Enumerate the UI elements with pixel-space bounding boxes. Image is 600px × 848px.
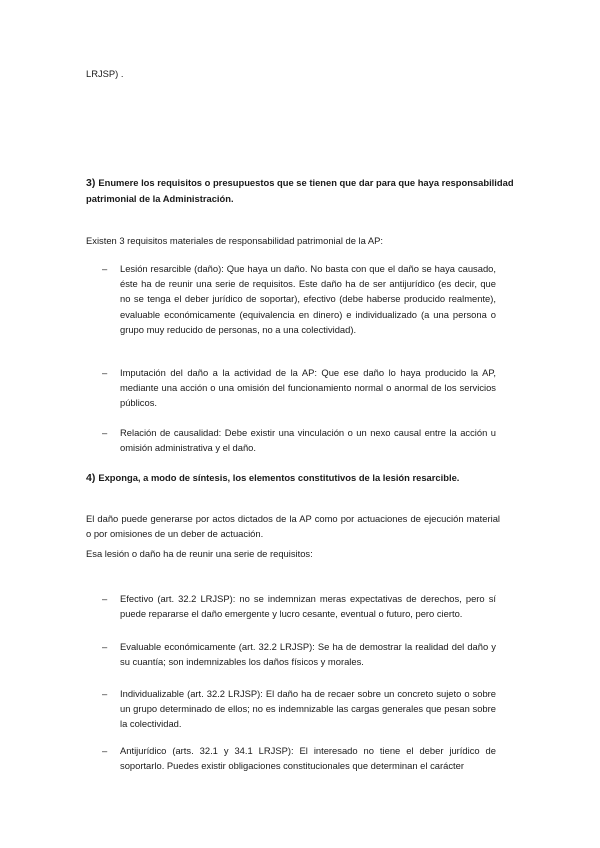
question-3-number: 3) xyxy=(86,177,96,189)
question-4-number: 4) xyxy=(86,472,96,484)
question-3-text: Enumere los requisitos o presupuestos que se tienen que dar para que haya responsabilidad patrimonial de la Administración. xyxy=(86,177,514,205)
question-3-heading xyxy=(86,175,516,206)
dash-bullet: – xyxy=(102,593,108,604)
dash-bullet: – xyxy=(102,263,108,274)
dash-bullet: – xyxy=(102,641,108,652)
dash-bullet: – xyxy=(102,427,108,438)
question-4-paragraph-1: El daño puede generarse por actos dictados de la AP como por actuaciones de ejecución material o por omisiones de un deber de actuación. xyxy=(86,513,500,540)
list-item xyxy=(103,261,496,337)
list-item-text: Lesión resarcible (daño): Que haya un daño. No basta con que el daño se haya causado, éste ha de reunir una serie de requisitos. Este daño ha de ser antijurídico (es decir, que no se tenga el deber jurídico de soportar), efectivo (debe haberse producido realmente), evaluable económicamente (equivalencia en dinero) e individualizado (a una persona o grupo muy reducido de personas, no a una colectividad). xyxy=(120,263,496,335)
list-item-text: Efectivo (art. 32.2 LRJSP): no se indemnizan meras expectativas de derechos, pero sí puede repararse el daño emergente y lucro cesante, eventual o futuro, pero cierto. xyxy=(120,593,496,620)
list-item-text: Relación de causalidad: Debe existir una vinculación o un nexo causal entre la acción u omisión administrativa y el daño. xyxy=(120,427,496,454)
question-3-intro: Existen 3 requisitos materiales de responsabilidad patrimonial de la AP: xyxy=(86,235,384,246)
list-item xyxy=(103,639,496,669)
dash-bullet: – xyxy=(102,745,108,756)
question-4-paragraph-2: Esa lesión o daño ha de reunir una serie de requisitos: xyxy=(86,548,313,559)
list-item xyxy=(103,743,496,773)
top-fragment: LRJSP) . xyxy=(86,68,124,79)
question-4-text: Exponga, a modo de síntesis, los elementos constitutivos de la lesión resarcible. xyxy=(98,472,460,483)
dash-bullet: – xyxy=(102,688,108,699)
list-item-text: Imputación del daño a la actividad de la AP: Que ese daño lo haya producido la AP, mediante una acción o una omisión del funcionamiento normal o anormal de los servicios públicos. xyxy=(120,367,496,409)
list-item xyxy=(103,591,496,621)
list-item-text: Evaluable económicamente (art. 32.2 LRJSP): Se ha de demostrar la realidad del daño y su cuantía; son indemnizables los daños físicos y morales. xyxy=(120,641,496,668)
list-item-text: Antijurídico (arts. 32.1 y 34.1 LRJSP): El interesado no tiene el deber jurídico de soportarlo. Puedes existir obligaciones constitucionales que determinan el carácter xyxy=(120,745,496,772)
list-item xyxy=(103,365,496,411)
list-item xyxy=(103,425,496,455)
question-4-heading xyxy=(86,470,516,486)
dash-bullet: – xyxy=(102,367,108,378)
list-item-text: Individualizable (art. 32.2 LRJSP): El daño ha de recaer sobre un concreto sujeto o sobre un grupo determinado de ellos; no es indemnizable las cargas generales que pesan sobre la colectividad. xyxy=(120,688,496,730)
list-item xyxy=(103,686,496,732)
